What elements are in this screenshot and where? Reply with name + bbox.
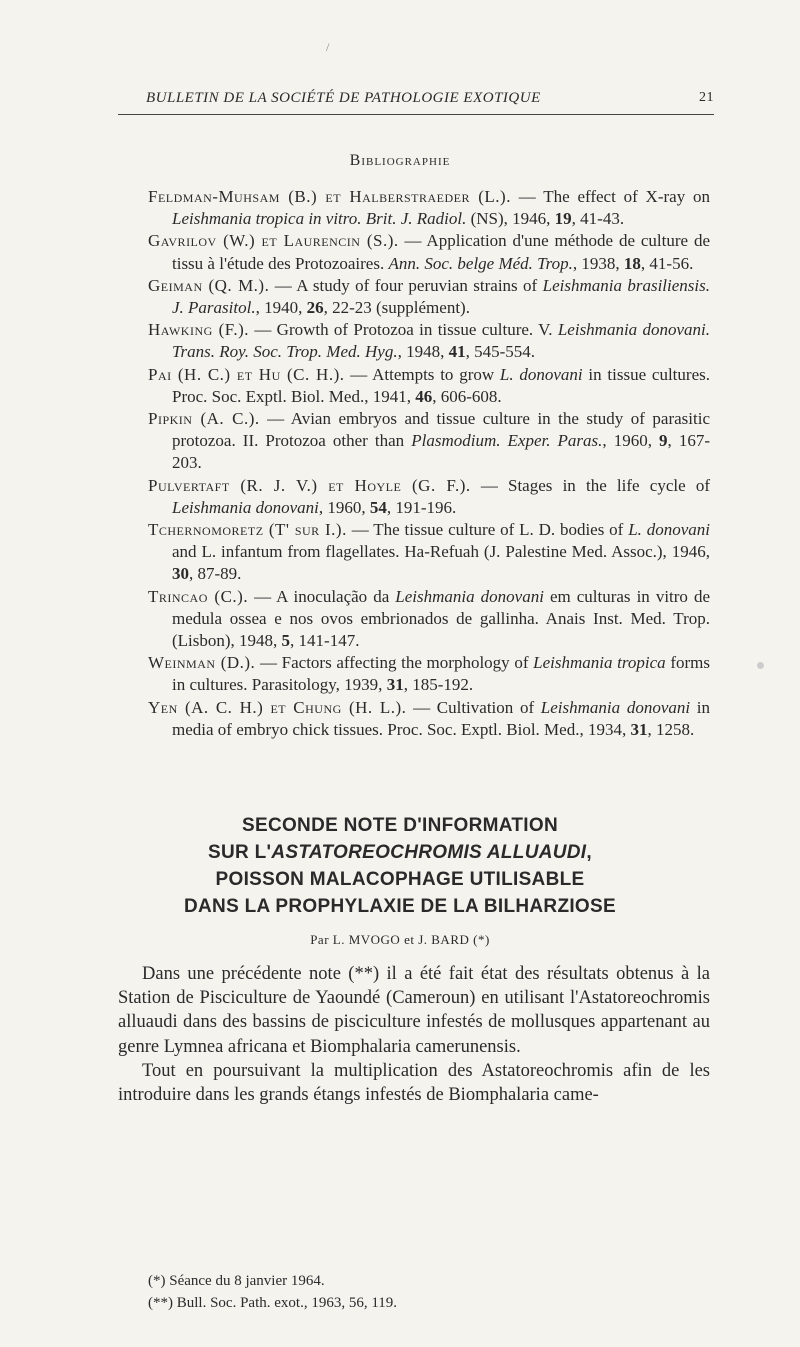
entry-volume: 19 <box>554 209 572 229</box>
entry-details: forms in cultures. Parasitology, 1939, <box>172 653 710 695</box>
entry-authors: Pipkin (A. C.). <box>148 409 260 429</box>
bibliography-entry <box>148 186 710 230</box>
entry-title: — The effect of X-ray on <box>510 187 710 206</box>
footnote-1: (*) Séance du 8 janvier 1964. <box>148 1273 325 1289</box>
footnote-2: (**) Bull. Soc. Path. exot., 1963, 56, 119. <box>148 1295 398 1311</box>
entry-details: and L. infantum from flagellates. Ha-Refuah (J. Palestine Med. Assoc.), 1946, <box>172 542 710 562</box>
entry-title-italic: Leishmania brasiliensis. J. Parasitol. <box>172 275 710 318</box>
title-suffix: , <box>586 842 592 863</box>
entry-volume: 31 <box>386 675 404 695</box>
bibliography-entry <box>148 408 710 475</box>
entry-authors: Pai (H. C.) et Hu (C. H.). <box>148 364 345 384</box>
paragraph-2: Tout en poursuivant la multiplication des Astatoreochromis afin de les introduire dans les grands étangs infestés de Biomphalaria came- <box>118 1060 710 1106</box>
article-title <box>0 812 800 920</box>
entry-volume: 46 <box>415 386 433 406</box>
entry-volume: 26 <box>306 298 324 318</box>
bibliography-heading: Bibliographie <box>349 152 451 169</box>
entry-authors: Hawking (F.). <box>148 320 250 340</box>
entry-pages: , 606-608. <box>432 386 502 406</box>
entry-authors: Geiman (Q. M.). <box>148 275 270 295</box>
entry-title-italic: Leishmania donovani <box>540 697 691 717</box>
entry-authors: Trincao (C.). <box>148 586 249 606</box>
entry-authors: Tchernomoretz (T' sur I.). <box>148 520 347 540</box>
entry-title: — Cultivation of <box>406 697 541 717</box>
entry-pages: , 185-192. <box>403 675 474 695</box>
paper-spot <box>757 662 764 669</box>
entry-title: — Avian embryos and tissue culture in the study of parasitic protozoa. II. Protozoa other than <box>172 409 711 451</box>
entry-title-italic: L. donovani <box>499 364 583 384</box>
bibliography-entry <box>148 519 710 586</box>
entry-pages: , 1258. <box>647 719 695 739</box>
entry-details: , 1940, <box>255 298 307 318</box>
entry-pages: , 167-203. <box>172 431 710 473</box>
entry-pages: , 191-196. <box>386 497 457 517</box>
bibliography-entry <box>148 230 710 274</box>
bibliography-entry <box>148 275 710 319</box>
entry-volume: 5 <box>281 631 291 651</box>
entry-volume: 41 <box>448 342 466 362</box>
article-title-line-4: DANS LA PROPHYLAXIE DE LA BILHARZIOSE <box>184 896 616 917</box>
entry-details: (NS), 1946, <box>466 209 555 229</box>
entry-title-italic: Leishmania tropica <box>533 653 666 673</box>
entry-pages: , 545-554. <box>465 342 535 362</box>
entry-pages: , 87-89. <box>189 564 242 584</box>
journal-title: BULLETIN DE LA SOCIÉTÉ DE PATHOLOGIE EXOTIQUE <box>146 90 541 106</box>
entry-title: — Stages in the life cycle of <box>470 475 710 495</box>
bibliography-entry <box>148 319 710 363</box>
entry-title-italic: Leishmania donovani. Trans. Roy. Soc. Trop. Med. Hyg. <box>172 320 711 362</box>
entry-title: — A inoculação da <box>248 586 396 606</box>
entry-pages: , 41-43. <box>571 209 625 229</box>
entry-title: — Factors affecting the morphology of <box>255 653 534 673</box>
byline: Par L. MVOGO et J. BARD (*) <box>310 932 490 947</box>
entry-title: — A study of four peruvian strains of <box>269 275 543 295</box>
entry-authors: Feldman-Muhsam (B.) et Halberstraeder (L.). <box>148 187 511 206</box>
article-title-line-2 <box>0 839 800 866</box>
article-body <box>118 962 710 1107</box>
entry-title-italic: Plasmodium. Exper. Paras. <box>411 431 603 451</box>
entry-volume: 18 <box>623 253 641 273</box>
entry-volume: 30 <box>172 564 189 584</box>
entry-details: in tissue cultures. Proc. Soc. Exptl. Biol. Med., 1941, <box>172 364 710 406</box>
bibliography-entry <box>148 364 710 408</box>
entry-details: em culturas in vitro de medula ossea e nos ovos embrionados de gallinha. Anais Inst. Med. Trop. (Lisbon), 1948, <box>172 586 710 651</box>
bibliography-entry <box>148 697 710 741</box>
article-title-line-1: SECONDE NOTE D'INFORMATION <box>242 815 558 836</box>
entry-authors: Pulvertaft (R. J. V.) et Hoyle (G. F.). <box>148 475 471 495</box>
entry-details: , 1938, <box>572 253 624 273</box>
entry-volume: 54 <box>369 497 387 517</box>
entry-title-italic: Ann. Soc. belge Méd. Trop. <box>388 253 573 273</box>
paragraph-1: Dans une précédente note (**) il a été fait état des résultats obtenus à la Station de Pisciculture de Yaoundé (Cameroun) en utilisant l'Astatoreochromis alluaudi dans des bassins de pisciculture infestés de mollusques appartenant au genre Lymnea africana et Biomphalaria camerunensis. <box>118 964 710 1057</box>
entry-details: , 1960, <box>318 497 370 517</box>
article-title-line-3: POISSON MALACOPHAGE UTILISABLE <box>215 869 585 890</box>
bibliography-list <box>148 186 710 741</box>
entry-title: — Growth of Protozoa in tissue culture. V. <box>249 320 558 340</box>
entry-volume: 31 <box>630 719 648 739</box>
entry-pages: , 41-56. <box>640 253 694 273</box>
entry-authors: Gavrilov (W.) et Laurencin (S.). <box>148 231 399 251</box>
entry-title-italic: Leishmania donovani <box>172 497 319 517</box>
bibliography-entry <box>148 652 710 696</box>
entry-title: — Attempts to grow <box>344 364 500 384</box>
entry-authors: Yen (A. C. H.) et Chung (H. L.). <box>148 697 407 717</box>
entry-details: , 1960, <box>602 431 660 451</box>
entry-title-italic: L. donovani <box>628 520 711 540</box>
title-species: ASTATOREOCHROMIS ALLUAUDI <box>271 842 587 863</box>
bibliography-entry <box>148 475 710 519</box>
entry-pages: , 141-147. <box>290 631 360 651</box>
entry-pages: , 22-23 (supplément). <box>323 298 470 318</box>
entry-details: , 1948, <box>397 342 449 362</box>
stray-mark: / <box>326 40 330 54</box>
entry-title-italic: Leishmania tropica in vitro. Brit. J. Radiol. <box>172 209 467 229</box>
entry-authors: Weinman (D.). <box>148 653 256 673</box>
entry-title-italic: Leishmania donovani <box>395 586 544 606</box>
running-head <box>118 84 714 115</box>
footnotes <box>148 1270 708 1314</box>
page-number: 21 <box>699 90 714 105</box>
entry-volume: 9 <box>659 431 668 451</box>
entry-title: — The tissue culture of L. D. bodies of <box>346 520 629 540</box>
entry-details: in media of embryo chick tissues. Proc. Soc. Exptl. Biol. Med., 1934, <box>172 697 710 739</box>
entry-title: — Application d'une méthode de culture de tissu à l'étude des Protozoaires. <box>172 231 710 273</box>
title-prefix: SUR L' <box>208 842 272 863</box>
bibliography-entry <box>148 586 710 653</box>
